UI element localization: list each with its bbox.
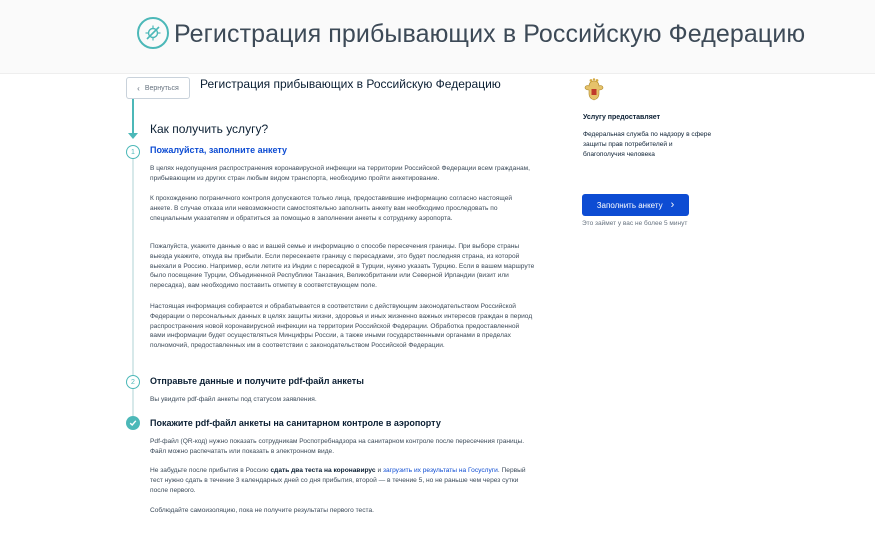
tests-note-text: и [375, 467, 383, 474]
state-emblem-icon [583, 78, 605, 102]
timeline-line [132, 389, 134, 416]
virus-crossed-icon[interactable] [137, 17, 169, 49]
self-isolation-note: Соблюдайте самоизоляцию, пока не получите результаты первого теста. [150, 507, 374, 514]
back-button[interactable] [126, 77, 190, 99]
step-1-number: 1 [126, 145, 140, 159]
fill-form-button[interactable] [582, 194, 689, 216]
step-2-number: 2 [126, 375, 140, 389]
page-title: Регистрация прибывающих в Российскую Федерацию [200, 77, 501, 91]
time-estimate: Это займет у вас не более 5 минут [582, 220, 688, 227]
back-button-label: Вернуться [144, 84, 179, 92]
provider-label: Услугу предоставляет [583, 114, 661, 121]
gosuslugi-results-link[interactable]: загрузить их результаты на Госуслуги [382, 467, 498, 474]
tests-note [150, 466, 535, 495]
step-2-title: Отправьте данные и получите pdf-файл анкеты [150, 376, 364, 386]
tests-note-text: . Первый тест нужно сдать в течение 3 календарных дней со дня прибытия, второй — в течение 5, но не раньше чем через сутки после первого. [150, 467, 526, 494]
timeline-arrow-icon [128, 133, 138, 139]
provider-organization: Федеральная служба по надзору в сфере защиты прав потребителей и благополучия человека [583, 131, 712, 158]
step-1-paragraph: К прохождению пограничного контроля допускаются только лица, предоставившие информацию согласно настоящей анкете. В случае отказа или невозможности самостоятельно заполнить анкету вам необходимо проследовать по специальным указателям и обратиться за помощью в заполнении анкеты к сотруднику аэропорта. [150, 195, 513, 222]
tests-note-text: Не забудьте после прибытия в Россию [150, 467, 271, 474]
step-3-title: Покажите pdf-файл анкеты на санитарном контроле в аэропорту [150, 418, 441, 428]
step-3-paragraph: Pdf-файл (QR-код) нужно показать сотрудникам Роспотребнадзора на санитарном контроле после пересечения границы. Файл можно распечатать или показать в электронном виде. [150, 438, 525, 455]
chevron-right-icon: › [670, 198, 675, 211]
fill-form-button-label: Заполнить анкету [596, 200, 663, 210]
step-1-paragraph: В целях недопущения распространения коронавирусной инфекции на территории Российской Федерации всем гражданам, прибывающим из других стран любым видом транспорта, необходимо пройти анкетирование. [150, 165, 530, 182]
timeline-line [132, 99, 134, 135]
check-icon [126, 416, 140, 430]
section-heading: Как получить услугу? [150, 122, 269, 136]
timeline-line [132, 158, 134, 375]
site-title: Регистрация прибывающих в Российскую Федерацию [174, 20, 806, 48]
step-1-paragraph: Настоящая информация собирается и обрабатывается в соответствии с действующим законодательством Российской Федерации о персональных данных в целях защиты жизни, здоровья и иных жизненно важных интересов граждан в период распространения новой коронавирусной инфекции на территории Российской Федерации. Обработка предоставленной вами информации будет осуществляться Минцифры России, а также иными государственными органами в пределах полномочий, предоставленных им в соответствии с законодательством Российской Федерации. [150, 303, 533, 350]
tests-note-bold: сдать два теста на коронавирус [270, 467, 376, 474]
step-1-title[interactable]: Пожалуйста, заполните анкету [150, 145, 288, 155]
step-1-paragraph: Пожалуйста, укажите данные о вас и вашей семье и информацию о способе пересечения границы. При выборе страны выезда укажите, откуда вы прибыли. Если пересекаете границу с пересадками, это будет последняя страна, из которой выехали в Россию. Например, если летите из Индии с пересадкой в Турции, нужно указать Турцию. Если в вашем маршруте было посещение Турции, Объединенной Республики Танзания, Великобритании или Северной Ирландии (визит или пересадка), вам необходимо поставить отметку в соответствующем поле. [150, 243, 535, 290]
step-2-paragraph: Вы увидите pdf-файл анкеты под статусом заявления. [150, 396, 317, 403]
site-header [0, 0, 875, 74]
chevron-left-icon: ‹ [137, 83, 140, 93]
